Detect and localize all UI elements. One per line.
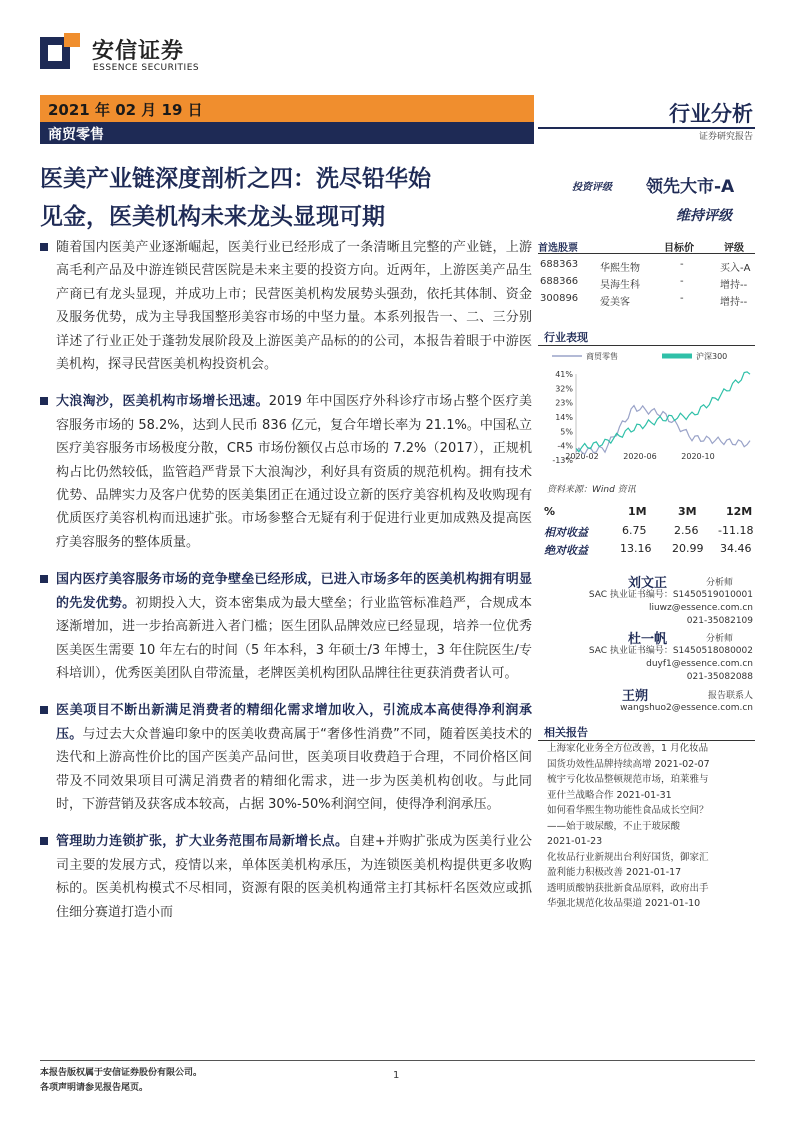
legend-label: 沪深300 <box>696 352 728 361</box>
rating-action: 维持评级 <box>676 208 732 224</box>
stock-rating: 增持-- <box>720 280 748 291</box>
stock-name: 昊海生科 <box>600 280 640 291</box>
stock-name: 爱美客 <box>600 297 630 308</box>
analyst-name: 杜一帆 <box>628 632 668 647</box>
stock-rating: 买入-A <box>720 263 751 274</box>
paragraph-market-growth <box>40 390 532 554</box>
stock-target: - <box>680 259 684 270</box>
y-tick-label: 23% <box>555 398 573 408</box>
footer-copyright: 本报告版权属于安信证券股份有限公司。 <box>40 1068 203 1078</box>
footer-note: 各项声明请参见报告尾页。 <box>40 1083 149 1093</box>
analyst-email: wangshuo2@essence.com.cn <box>620 703 753 713</box>
analyst-phone: 021-35082088 <box>686 672 753 682</box>
paragraph-text: 自建+并购扩张成为医美行业公司主要的发展方式，疫情以来，单体医美机构承压，为连锁医美机构提供更多收购标的。医美机构模式不尽相同，资源有限的医美机构通常主打其标杆名医效应或抓住细分赛道打造小而 <box>56 834 532 920</box>
paragraph-expansion <box>40 830 532 924</box>
y-tick-label: 5% <box>560 427 573 437</box>
paragraph-summary <box>40 236 532 376</box>
analyst-card <box>538 628 755 684</box>
perf-col-12m: 12M <box>726 505 753 518</box>
page-title <box>40 160 534 236</box>
analyst-title: 分析师 <box>705 578 733 588</box>
perf-col-1m: 1M <box>628 505 647 518</box>
paragraph-text: 与过去大众普遍印象中的医美收费高属于“奢侈性消费”不同，随着医美技术的迭代和上游高性价比的国产医美产品问世，医美项目收费趋于合理，不同价格区间带及不同效果项目可满足消费者的精细化需求，进一步为医美机构创收。与此同时，下游营销及获客成本较高，占据 30%-50%利润空间，使得净利润承压。 <box>56 726 532 812</box>
y-tick-label: -4% <box>557 441 573 451</box>
related-item[interactable]: 2021-01-23 <box>547 836 603 847</box>
paragraph-text: 初期投入大，资本密集成为最大壁垒；行业监管标准趋严，合规成本逐渐增加，进一步抬高新进入者门槛；医生团队品牌效应已经显现，培养一位优秀医美医生需要 10 年左右的时间（5 年本科，3 年硕士/3 年博士，3 年住院医生/专科培训），优秀医美团队自带流量，老牌医美机构团队品牌往往更获消费者认可。 <box>56 595 532 681</box>
footer-divider <box>40 1060 755 1061</box>
rating-label: 投资评级 <box>572 182 612 193</box>
brand-name-en: ESSENCE SECURITIES <box>93 63 200 73</box>
relative-label: 相对收益 <box>544 526 588 539</box>
table-row <box>538 524 755 541</box>
analyst-email: duyf1@essence.com.cn <box>646 659 753 669</box>
stock-code: 688366 <box>540 276 579 287</box>
picks-col-target: 目标价 <box>664 243 694 254</box>
title-line-2: 见金，医美机构未来龙头显现可期 <box>40 204 385 230</box>
analyst-phone: 021-35082109 <box>686 616 753 626</box>
x-tick-label: 2020-06 <box>623 452 657 461</box>
paragraph-text: 随着国内医美产业逐渐崛起，医美行业已经形成了一条清晰且完整的产业链，上游高毛利产品及中游连锁民营医院是未来主要的投资方向。近两年，上游医美产品生产商已有龙头显现，并成功上市；民营医美机构发展势头强劲，依托其体制、资金及服务优势，成为主导我国整形美容市场的中坚力量。本系列报告一、二、三分别详述了行业正处于蓬勃发展阶段及上游医美产品标的的公司，本报告着眼于中游医美机构，探寻民营医美机构投资机会。 <box>56 240 532 373</box>
absolute-3m: 20.99 <box>672 542 704 555</box>
related-heading: 相关报告 <box>538 722 755 741</box>
related-item[interactable]: 上海家化业务全方位改善，1 月化妆品 <box>547 743 709 754</box>
paragraph-heading: 国内医疗美容服务市场的竞争壁垒已经形成，已进入市场多年的医美机构拥有明显的先发优势。 <box>56 572 532 611</box>
related-item[interactable]: 盈利能力积极改善 2021-01-17 <box>547 867 682 878</box>
y-tick-label: 32% <box>555 384 573 394</box>
footer-disclaimer <box>40 1066 202 1096</box>
sector-bar <box>40 122 534 144</box>
relative-12m: -11.18 <box>718 524 754 537</box>
bullet-square-icon <box>40 397 48 405</box>
paragraph-revenue <box>40 699 532 816</box>
paragraph-heading: 医美项目不断出新满足消费者的精细化需求增加收入，引流成本高使得净利润承压。 <box>56 703 532 742</box>
related-item[interactable]: 梳宇亏化妆品整顿规范市场，珀莱雅与 <box>547 774 709 785</box>
y-tick-label: -13% <box>552 456 573 465</box>
related-list <box>547 741 757 912</box>
related-item[interactable]: 透明质酸钠获批新食品原料，政府出手 <box>547 882 709 894</box>
y-tick-label: 14% <box>555 413 573 422</box>
stock-code: 688363 <box>540 259 579 270</box>
analyst-name: 刘文正 <box>628 576 668 591</box>
table-row <box>538 259 755 275</box>
stock-name: 华熙生物 <box>600 263 640 274</box>
report-date: 2021 年 02 月 19 日 <box>48 101 203 119</box>
bullet-square-icon <box>40 243 48 251</box>
report-body <box>40 236 532 938</box>
bullet-square-icon <box>40 837 48 845</box>
related-item[interactable]: 国货功效性品牌持续高增 2021-02-07 <box>547 758 710 770</box>
bullet-square-icon <box>40 575 48 583</box>
absolute-1m: 13.16 <box>620 542 652 555</box>
performance-heading: 行业表现 <box>538 327 755 346</box>
brand-logo-icon <box>40 33 80 73</box>
analyst-card <box>538 685 755 715</box>
perf-col-3m: 3M <box>678 505 697 518</box>
rating-value: 领先大市-A <box>646 177 735 197</box>
page-number: 1 <box>393 1070 400 1081</box>
x-tick-label: 2020-10 <box>681 452 715 461</box>
performance-chart <box>538 346 755 471</box>
stock-rating: 增持-- <box>720 297 748 308</box>
paragraph-heading: 管理助力连锁扩张，扩大业务范围布局新增长点。 <box>56 834 349 850</box>
related-item[interactable]: 化妆品行业新规出台利好国货，御家汇 <box>547 851 709 863</box>
report-type: 行业分析 <box>669 102 753 126</box>
picks-col-stock: 首选股票 <box>538 243 578 254</box>
analyst-title: 报告联系人 <box>707 691 753 701</box>
related-item[interactable]: ——始于玻尿酸，不止于玻尿酸 <box>547 820 681 832</box>
analyst-email: liuwz@essence.com.cn <box>648 603 753 613</box>
analyst-card <box>538 572 755 628</box>
title-line-1: 医美产业链深度剖析之四：洗尽铅华始 <box>40 166 431 192</box>
paragraph-heading: 大浪淘沙，医美机构市场增长迅速。 <box>56 394 269 410</box>
analyst-title: 分析师 <box>705 634 733 644</box>
stock-target: - <box>680 276 684 287</box>
perf-col-unit: % <box>544 505 556 518</box>
related-item[interactable]: 亚什兰战略合作 2021-01-31 <box>547 789 672 801</box>
absolute-label: 绝对收益 <box>544 544 588 557</box>
picks-col-rating: 评级 <box>724 243 744 254</box>
analyst-sac: SAC 执业证书编号：S1450518080002 <box>588 646 753 656</box>
stock-target: - <box>680 293 684 304</box>
relative-3m: 2.56 <box>674 524 699 537</box>
sector-label: 商贸零售 <box>48 127 104 143</box>
legend-label: 商贸零售 <box>586 352 618 361</box>
picks-header <box>538 237 755 254</box>
series-line-0 <box>576 406 750 455</box>
paragraph-text: 2019 年中国医疗外科诊疗市场占整个医疗美容服务市场的 58.2%，达到人民币 836 亿元，复合年增长率为 21.1%。中国私立医疗美容服务市场极度分散，CR5 市场份额仅占总市场的 7.2%（2017），正规机构占比仍然较低，监管趋严背景下大浪淘沙，利好具有资质的规范机构。拥有技术优势、品牌实力及客户优势的医美集团正在通过设立新的医疗美容机构及收购现有优质医疗美容机构而迅速扩张。市场参整合无疑有利于促进行业更加成熟及提高医疗美容服务的整体质量。 <box>56 394 532 550</box>
paragraph-competition <box>40 568 532 685</box>
report-subtype: 证券研究报告 <box>698 132 753 142</box>
x-tick-label: 2020-02 <box>565 452 599 461</box>
table-row <box>538 542 755 559</box>
analyst-sac: SAC 执业证书编号：S1450519010001 <box>588 590 753 600</box>
analyst-name: 王朔 <box>622 689 649 704</box>
related-item[interactable]: 华强北规范化妆品渠道 2021-01-10 <box>547 898 701 909</box>
bullet-square-icon <box>40 706 48 714</box>
related-item[interactable]: 如何看华熙生物功能性食品成长空间？ <box>547 805 709 816</box>
chart-source: 资料来源：Wind 资讯 <box>547 485 636 495</box>
table-row <box>538 276 755 292</box>
absolute-12m: 34.46 <box>720 542 752 555</box>
brand-name: 安信证券 <box>92 39 185 64</box>
relative-1m: 6.75 <box>622 524 647 537</box>
table-row <box>538 293 755 309</box>
y-tick-label: 41% <box>555 370 573 379</box>
stock-code: 300896 <box>540 293 579 304</box>
table-row <box>538 505 755 522</box>
